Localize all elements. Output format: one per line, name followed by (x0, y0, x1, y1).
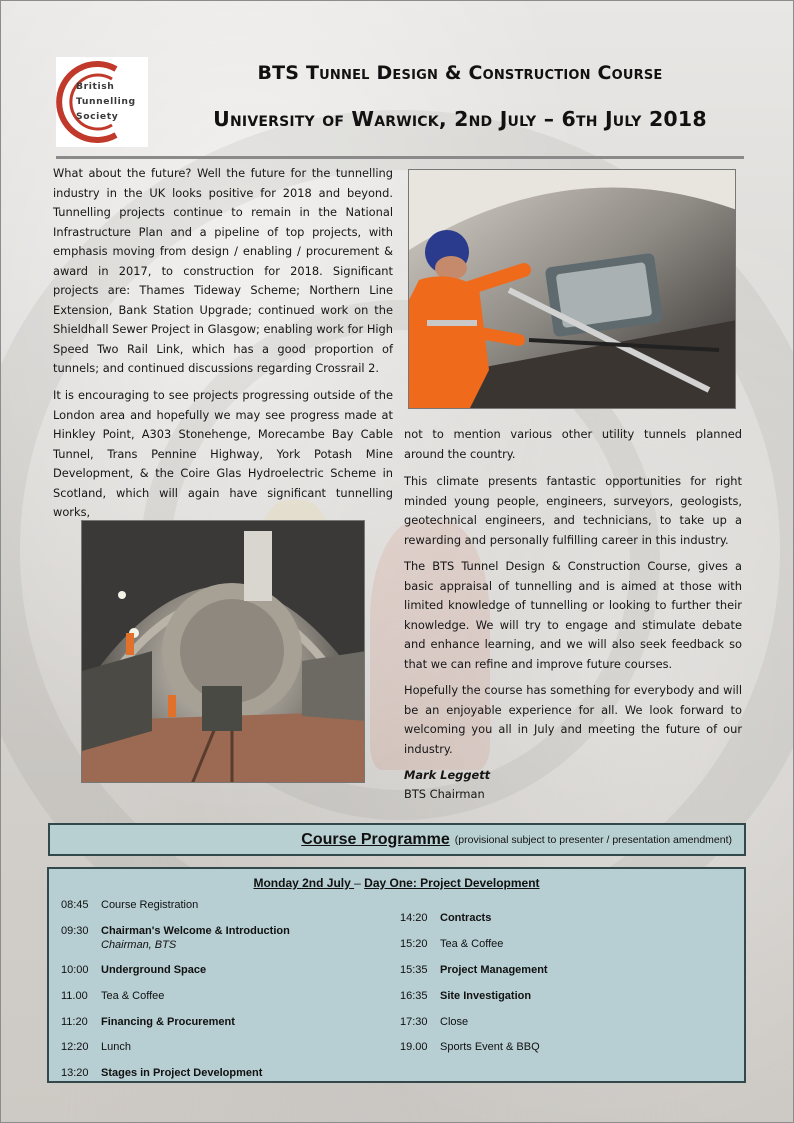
logo-line-2: Tunnelling (76, 96, 136, 107)
schedule-row (61, 925, 361, 953)
schedule-item: Sports Event & BBQ (440, 1041, 540, 1053)
schedule-item: Lunch (101, 1041, 131, 1053)
schedule-row (61, 1041, 361, 1055)
schedule-item: Tea & Coffee (440, 938, 504, 950)
course-title: BTS Tunnel Design & Construction Course (257, 62, 663, 84)
schedule-time: 17:30 (400, 1016, 428, 1028)
schedule-item: Contracts (440, 912, 492, 924)
schedule-time: 12:20 (61, 1041, 89, 1053)
paragraph-closing: Hopefully the course has something for everybody and will be an enjoyable experience for all. We look forward to welcoming you all in July and meeting the future of our industry. (404, 683, 742, 756)
schedule-item: Financing & Procurement (101, 1016, 235, 1028)
schedule-row (61, 964, 361, 978)
paragraph-opportunities: This climate presents fantastic opportunities for right minded young people, engineers, surveyors, geologists, geotechnical engineers, and technicians, to take up a rewarding and personally fulfilling career in this industry. (404, 474, 742, 547)
schedule-time: 09:30 (61, 925, 89, 937)
schedule-presenter: Chairman, BTS (101, 939, 177, 951)
programme-header (48, 823, 746, 856)
schedule-item: Tea & Coffee (101, 990, 165, 1002)
bts-logo (56, 57, 148, 147)
schedule-time: 10:00 (61, 964, 89, 976)
photo-tbm-worker (408, 169, 736, 409)
schedule-row (61, 1016, 361, 1030)
day-heading (49, 876, 744, 890)
schedule-time: 16:35 (400, 990, 428, 1002)
schedule-row (400, 964, 700, 978)
schedule-time: 19.00 (400, 1041, 428, 1053)
day-dash: – (354, 876, 365, 890)
schedule-row (400, 1041, 700, 1055)
signature-name: Mark Leggett (404, 768, 491, 782)
schedule-time: 08:45 (61, 899, 89, 911)
schedule-item: Underground Space (101, 964, 207, 976)
paragraph-projects: It is encouraging to see projects progressing outside of the London area and hopefully we may see progress made at Hinkley Point, A303 Stonehenge, Morecambe Bay Cable Tunnel, Trans Pennine Highway, York Potash Mine Development, & the Coire Glas Hydroelectric Scheme in Scotland, which will again have significant tunnelling works, (53, 388, 393, 519)
schedule-time: 14:20 (400, 912, 428, 924)
schedule-row (400, 990, 700, 1004)
photo-tunnel-interior (81, 520, 365, 783)
logo-line-1: British (76, 81, 115, 92)
day-title: Day One: Project Development (364, 876, 540, 890)
day-date: Monday 2nd July (253, 876, 355, 890)
schedule-item: Stages in Project Development (101, 1067, 263, 1079)
schedule-time: 13:20 (61, 1067, 89, 1079)
schedule-item: Course Registration (101, 899, 199, 911)
schedule-item: Project Management (440, 964, 548, 976)
schedule-row (400, 938, 700, 952)
schedule-time: 15:35 (400, 964, 428, 976)
schedule-time: 11:20 (61, 1016, 88, 1028)
programme-title: Course Programme (301, 830, 450, 848)
schedule-time: 11.00 (61, 990, 88, 1002)
schedule-item: Chairman's Welcome & Introduction (101, 925, 290, 937)
paragraph-course-overview: The BTS Tunnel Design & Construction Course, gives a basic appraisal of tunnelling and is aimed at those with limited knowledge of tunnelling or looking to further their knowledge. We will try to engage and stimulate debate and enhance learning, and we will also seek feedback so that we can refine and improve future courses. (404, 559, 742, 671)
header-divider (56, 156, 744, 159)
schedule-item: Close (440, 1016, 469, 1028)
schedule-row (61, 990, 361, 1004)
schedule-row (400, 1016, 700, 1030)
paragraph-future: What about the future? Well the future for the tunnelling industry in the UK looks positive for 2018 and beyond. Tunnelling projects continue to remain in the National Infrastructure Plan and a pipeline of top projects, with emphasis moving from design / enabling / procurement & award in 2017, to construction for 2018. Significant projects are: Thames Tideway Scheme; Northern Line Extension, Bank Station Upgrade; continued work on the Shieldhall Sewer Project in Glasgow; enabling work for High Speed Two Rail Link, which has a good proportion of tunnels; and continued discussions regarding Crossrail 2. (53, 166, 393, 375)
signature-role: BTS Chairman (404, 787, 485, 801)
schedule-time: 15:20 (400, 938, 428, 950)
programme-note: (provisional subject to presenter / presentation amendment) (454, 833, 732, 846)
schedule-row (400, 912, 700, 926)
logo-line-3: Society (76, 111, 119, 122)
course-venue-dates: University of Warwick, 2nd July – 6th July 2018 (213, 107, 707, 131)
schedule-day-one (47, 867, 746, 1083)
schedule-item: Site Investigation (440, 990, 532, 1002)
schedule-row (61, 899, 361, 913)
schedule-row (61, 1067, 361, 1081)
paragraph-projects-continued: not to mention various other utility tunnels planned around the country. (404, 427, 742, 461)
